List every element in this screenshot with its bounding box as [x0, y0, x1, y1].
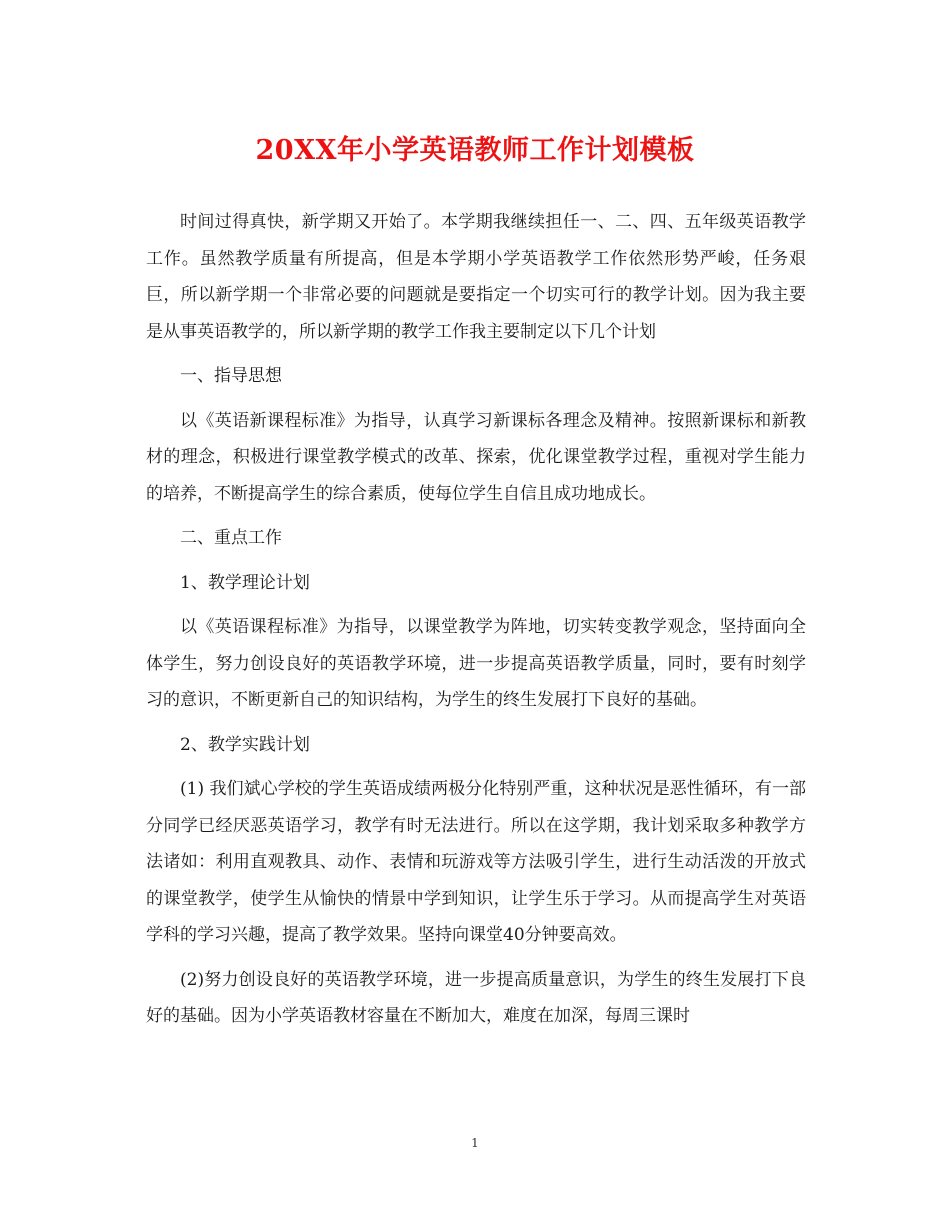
intro-paragraph: 时间过得真快，新学期又开始了。本学期我继续担任一、二、四、五年级英语教学工作。虽然教学质量有所提高，但是本学期小学英语教学工作依然形势严峻，任务艰巨，所以新学期一个非常必要的问题就是要指定一个切实可行的教学计划。因为我主要是从事英语教学的，所以新学期的教学工作我主要制定以下几个计划 [146, 212, 806, 342]
theory-plan-paragraph: 以《英语课程标准》为指导，以课堂教学为阵地，切实转变教学观念，坚持面向全体学生，努力创设良好的英语教学环境，进一步提高英语教学质量，同时，要有时刻学习的意识，不断更新自己的知识结构，为学生的终生发展打下良好的基础。 [146, 617, 806, 710]
page-number: 1 [471, 1136, 479, 1150]
subheading-practice-plan: 2、教学实践计划 [180, 734, 310, 755]
practice-plan-item-1: (1) 我们斌心学校的学生英语成绩两极分化特别严重，这种状况是恶性循环，有一部分同学已经厌恶英语学习，教学有时无法进行。所以在这学期，我计划采取多种教学方法诸如：利用直观教具、动作、表情和玩游戏等方法吸引学生，进行生动活泼的开放式的课堂教学，使学生从愉快的情景中学到知识，让学生乐于学习。从而提高学生对英语学科的学习兴趣，提高了教学效果。坚持向课堂40分钟要高效。 [146, 779, 806, 945]
section-heading-key-work: 二、重点工作 [180, 528, 282, 548]
subheading-theory-plan: 1、教学理论计划 [180, 572, 310, 593]
document-title: 20XX年小学英语教师工作计划模板 [255, 135, 695, 166]
guiding-thought-paragraph: 以《英语新课程标准》为指导，认真学习新课标各理念及精神。按照新课标和新教材的理念，积极进行课堂教学模式的改革、探索，优化课堂教学过程，重视对学生能力的培养，不断提高学生的综合素质，使每位学生自信且成功地成长。 [146, 410, 806, 504]
practice-plan-item-2: (2)努力创设良好的英语教学环境，进一步提高质量意识，为学生的终生发展打下良好的基础。因为小学英语教材容量在不断加大，难度在加深，每周三课时 [146, 969, 806, 1026]
section-heading-guiding-thought: 一、指导思想 [180, 366, 282, 386]
document-body [146, 204, 806, 1043]
